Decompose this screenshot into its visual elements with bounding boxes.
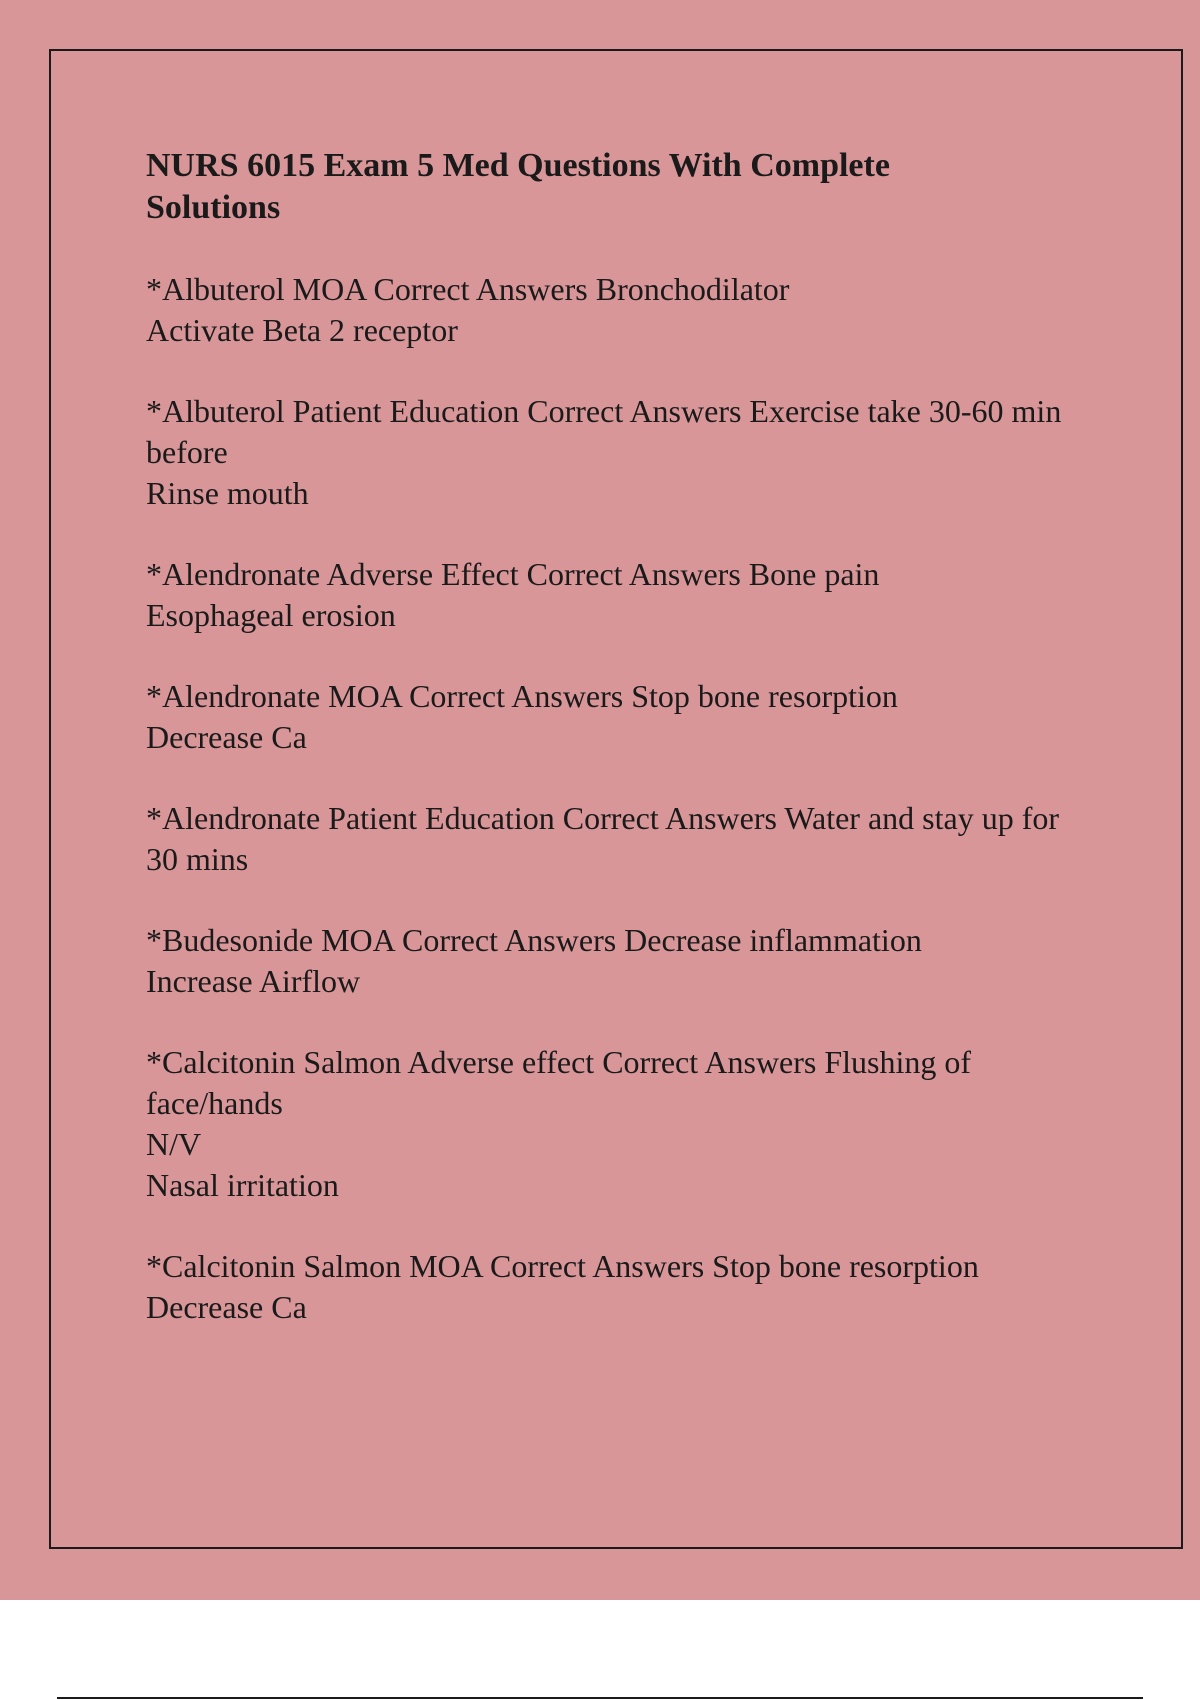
qa-entry-alendronate-patient-education [146,798,1076,880]
entry-line: Activate Beta 2 receptor [146,312,458,348]
entry-line: *Calcitonin Salmon Adverse effect Correct Answers Flushing of face/hands [146,1044,972,1121]
entry-line: *Calcitonin Salmon MOA Correct Answers Stop bone resorption [146,1248,979,1284]
qa-entry-budesonide-moa [146,920,1076,1002]
qa-entry-alendronate-adverse-effect [146,554,1076,636]
entry-line: *Alendronate Adverse Effect Correct Answers Bone pain [146,556,880,592]
qa-entry-calcitonin-adverse-effect [146,1042,1076,1206]
entry-line: Nasal irritation [146,1167,339,1203]
entry-line: Esophageal erosion [146,597,396,633]
document-title: NURS 6015 Exam 5 Med Questions With Complete Solutions [146,147,890,226]
entry-line: *Alendronate Patient Education Correct Answers Water and stay up for 30 mins [146,800,1060,877]
entry-line: Decrease Ca [146,719,307,755]
entry-line: N/V [146,1126,202,1162]
entry-line: *Budesonide MOA Correct Answers Decrease inflammation [146,922,922,958]
entry-line: Rinse mouth [146,475,309,511]
qa-entry-alendronate-moa [146,676,1076,758]
entry-line: *Alendronate MOA Correct Answers Stop bone resorption [146,678,898,714]
qa-entry-albuterol-patient-education [146,391,1076,514]
entry-line: *Albuterol Patient Education Correct Answers Exercise take 30-60 min before [146,393,1062,470]
bottom-divider [57,1697,1143,1699]
entry-line: *Albuterol MOA Correct Answers Bronchodilator [146,271,790,307]
qa-entry-albuterol-moa [146,269,1076,351]
document-content [146,145,1076,1368]
qa-entry-calcitonin-moa [146,1246,1076,1328]
entry-line: Decrease Ca [146,1289,307,1325]
entry-line: Increase Airflow [146,963,361,999]
